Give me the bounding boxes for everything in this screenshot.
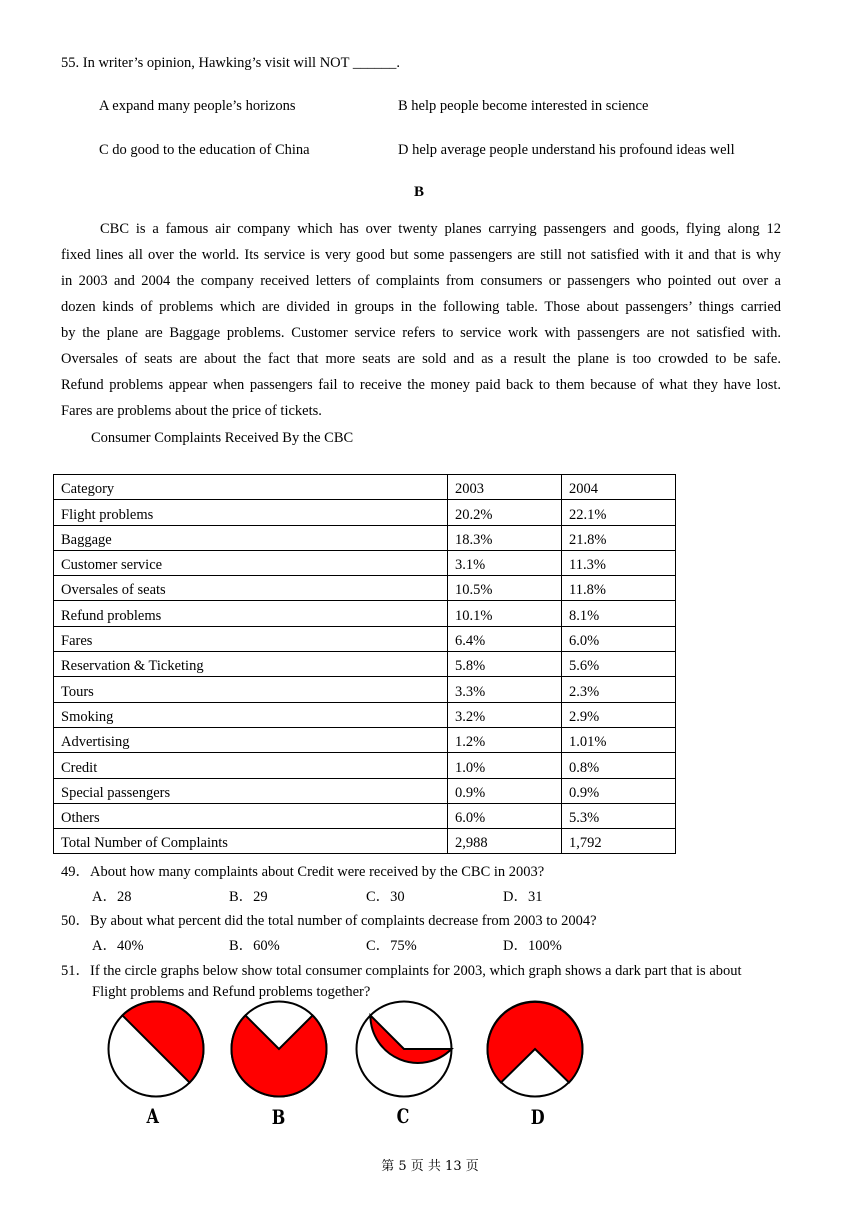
passage-line: Oversales of seats are about the fact that more seats are sold and as a result the plane is too crowded to be safe. — [61, 351, 781, 367]
table-cell: Total Number of Complaints — [54, 829, 448, 854]
table-cell: 3.3% — [448, 677, 562, 702]
table-cell: Oversales of seats — [54, 576, 448, 601]
table-cell: Special passengers — [54, 778, 448, 803]
table-cell: 1.01% — [562, 727, 676, 752]
passage — [61, 216, 781, 424]
table-cell: Others — [54, 803, 448, 828]
q50-options — [92, 934, 562, 955]
circle-graph-b — [232, 1002, 327, 1097]
table-cell: 20.2% — [448, 500, 562, 525]
table-caption: Consumer Complaints Received By the CBC — [91, 430, 354, 446]
table-header-row — [54, 475, 676, 500]
passage-line: in 2003 and 2004 the company received letters of complaints from consumers or passengers who pointed out over a — [61, 273, 781, 289]
q51-stem-line2: Flight problems and Refund problems together? — [92, 984, 371, 1000]
table-cell: Reservation & Ticketing — [54, 652, 448, 677]
table-cell: 2.9% — [562, 702, 676, 727]
q49-stem: 49．About how many complaints about Credit were received by the CBC in 2003? — [61, 864, 545, 880]
table-row — [54, 576, 676, 601]
graph-label-b: B — [271, 1105, 286, 1129]
table-cell: 10.1% — [448, 601, 562, 626]
passage-line: dozen kinds of problems which are divided in groups in the following table. Those about passengers’ things carried — [61, 299, 781, 315]
section-heading: B — [414, 184, 425, 200]
table-cell: 5.3% — [562, 803, 676, 828]
table-row — [54, 550, 676, 575]
table-cell: Customer service — [54, 550, 448, 575]
graph-label-d: D — [530, 1105, 545, 1129]
q50-option-c: C．75% — [366, 938, 417, 954]
passage-line: CBC is a famous air company which has over twenty planes carrying passengers and goods, flying along 12 — [100, 221, 781, 237]
q49-option-a: A．28 — [92, 889, 132, 905]
table-cell: 11.8% — [562, 576, 676, 601]
circle-graph-d — [488, 1002, 583, 1097]
table-cell: 5.6% — [562, 652, 676, 677]
table-row — [54, 702, 676, 727]
table-cell: 1.2% — [448, 727, 562, 752]
passage-line: fixed lines all over the world. Its service is very good but some passengers are still not satisfied with it and that is why — [61, 247, 781, 263]
q50-option-b: B．60% — [229, 938, 280, 954]
table-row — [54, 601, 676, 626]
q49-options — [92, 885, 542, 906]
page-footer: 第 5 页 共 13 页 — [381, 1159, 479, 1174]
circle-graphs — [0, 995, 860, 1135]
table-row — [54, 525, 676, 550]
table-row — [54, 626, 676, 651]
table-cell: 0.8% — [562, 753, 676, 778]
passage-line: Fares are problems about the price of tickets. — [61, 403, 322, 419]
passage-line: Refund problems appear when passengers fail to receive the money paid back to them because of what they have lost. — [61, 377, 781, 393]
circle-graph-a — [109, 1001, 204, 1096]
table-cell: 0.9% — [448, 778, 562, 803]
table-cell: 3.1% — [448, 550, 562, 575]
q49-option-b: B．29 — [229, 889, 268, 905]
table-cell: 6.4% — [448, 626, 562, 651]
passage-line: by the plane are Baggage problems. Customer service refers to service work with passengers are not satisfied with. — [61, 325, 781, 341]
table-cell: Tours — [54, 677, 448, 702]
table-cell: Advertising — [54, 727, 448, 752]
table-cell: 11.3% — [562, 550, 676, 575]
table-row — [54, 778, 676, 803]
table-row — [54, 829, 676, 854]
table-row — [54, 500, 676, 525]
table-cell: 21.8% — [562, 525, 676, 550]
table-header-cell: Category — [54, 475, 448, 500]
q55-option-a: A expand many people’s horizons — [99, 98, 296, 114]
q50-option-a: A．40% — [92, 938, 144, 954]
table-cell: 18.3% — [448, 525, 562, 550]
table-cell: 5.8% — [448, 652, 562, 677]
table-cell: 6.0% — [448, 803, 562, 828]
circle-graph-c — [357, 1002, 452, 1097]
table-cell: 6.0% — [562, 626, 676, 651]
q55-stem: 55. In writer’s opinion, Hawking’s visit will NOT ______. — [61, 55, 400, 71]
q49-option-d: D．31 — [503, 889, 543, 905]
table-cell: 1.0% — [448, 753, 562, 778]
q55-option-d: D help average people understand his profound ideas well — [398, 142, 735, 158]
table-cell: Refund problems — [54, 601, 448, 626]
table-header-cell: 2003 — [448, 475, 562, 500]
complaints-table — [53, 474, 676, 854]
table-row — [54, 803, 676, 828]
table-cell: 2.3% — [562, 677, 676, 702]
table-header-cell: 2004 — [562, 475, 676, 500]
table-cell: Flight problems — [54, 500, 448, 525]
table-cell: 22.1% — [562, 500, 676, 525]
table-cell: Baggage — [54, 525, 448, 550]
table-cell: Credit — [54, 753, 448, 778]
table-row — [54, 727, 676, 752]
q50-stem: 50．By about what percent did the total number of complaints decrease from 2003 to 2004? — [61, 913, 597, 929]
q50-option-d: D．100% — [503, 938, 562, 954]
table-cell: 0.9% — [562, 778, 676, 803]
table-cell: 2,988 — [448, 829, 562, 854]
table-row — [54, 652, 676, 677]
table-cell: 3.2% — [448, 702, 562, 727]
table-cell: Fares — [54, 626, 448, 651]
table-cell: 1,792 — [562, 829, 676, 854]
table-row — [54, 753, 676, 778]
table-row — [54, 677, 676, 702]
table-cell: 8.1% — [562, 601, 676, 626]
q49-option-c: C．30 — [366, 889, 405, 905]
graph-label-a: A — [146, 1104, 159, 1128]
q55-option-b: B help people become interested in science — [398, 98, 649, 114]
graph-label-c: C — [396, 1104, 410, 1128]
q55-option-c: C do good to the education of China — [99, 142, 310, 158]
q51-stem-line1: 51．If the circle graphs below show total consumer complaints for 2003, which graph shows a dark part that is about — [61, 963, 742, 979]
table-cell: Smoking — [54, 702, 448, 727]
table-cell: 10.5% — [448, 576, 562, 601]
